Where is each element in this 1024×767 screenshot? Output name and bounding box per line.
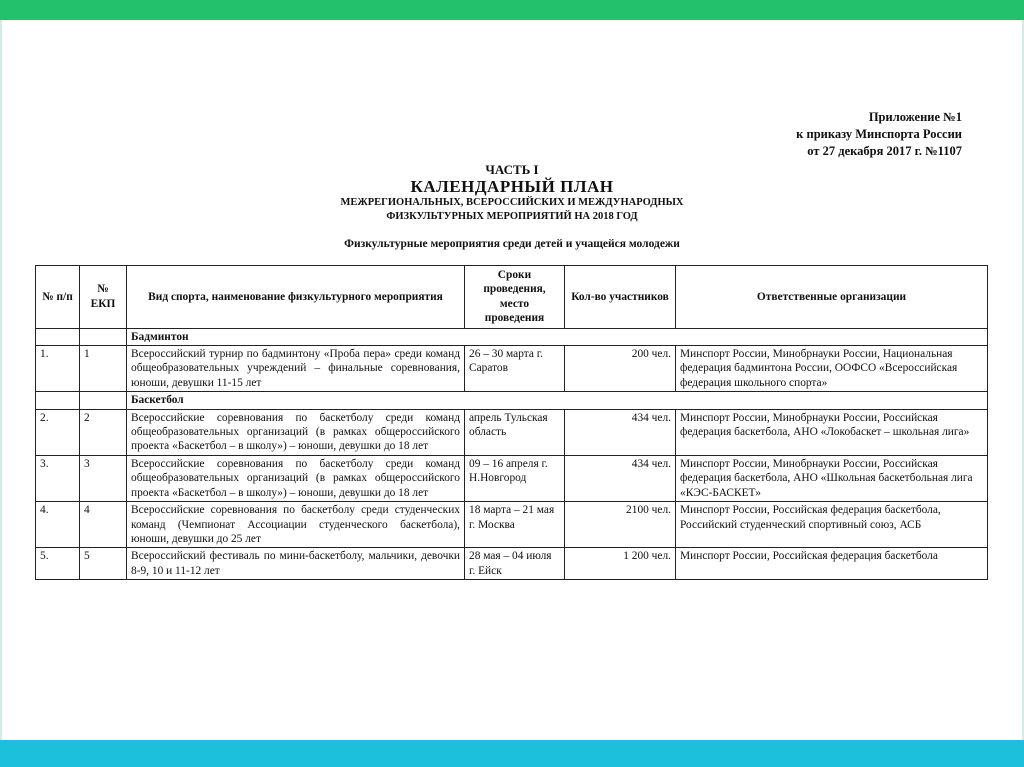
empty-cell xyxy=(36,392,80,409)
sport-section-row xyxy=(36,392,988,409)
top-accent-bar xyxy=(0,0,1024,20)
table-header-row xyxy=(36,266,988,329)
cell-ekp: 1 xyxy=(80,346,127,392)
cell-orgs: Минспорт России, Российская федерация баскетбола, Российский студенческий спортивный союз, АСБ xyxy=(676,502,988,548)
cell-num: 1. xyxy=(36,346,80,392)
cell-ekp: 5 xyxy=(80,548,127,580)
table-row xyxy=(36,409,988,455)
cell-orgs: Минспорт России, Минобрнауки России, Российская федерация баскетбола, АНО «Школьная баскетбольная лига «КЭС-БАСКЕТ» xyxy=(676,455,988,501)
cell-dates: 18 марта – 21 мая г. Москва xyxy=(465,502,565,548)
sport-name: Бадминтон xyxy=(127,328,988,345)
sport-section-row xyxy=(36,328,988,345)
header-dates: Сроки проведения, место проведения xyxy=(465,266,565,329)
cell-ekp: 4 xyxy=(80,502,127,548)
cell-dates: 09 – 16 апреля г. Н.Новгород xyxy=(465,455,565,501)
appendix-line-3: от 27 декабря 2017 г. №1107 xyxy=(807,144,962,158)
header-num: № п/п xyxy=(36,266,80,329)
empty-cell xyxy=(80,328,127,345)
frame-left-edge xyxy=(0,20,2,740)
plan-subtitle xyxy=(0,196,1024,224)
table-row xyxy=(36,502,988,548)
header-sport: Вид спорта, наименование физкультурного мероприятия xyxy=(127,266,465,329)
cell-count: 434 чел. xyxy=(565,409,676,455)
header-ekp: № ЕКП xyxy=(80,266,127,329)
table-row xyxy=(36,346,988,392)
cell-num: 3. xyxy=(36,455,80,501)
table-body xyxy=(36,328,988,580)
bottom-accent-bar xyxy=(0,740,1024,767)
cell-orgs: Минспорт России, Минобрнауки России, Национальная федерация бадминтона России, ООФСО «Всероссийская федерация школьного спорта» xyxy=(676,346,988,392)
appendix-line-2: к приказу Минспорта России xyxy=(796,127,962,141)
appendix-block xyxy=(796,109,962,160)
cell-event: Всероссийские соревнования по баскетболу среди команд общеобразовательных организаций (в рамках общероссийского проекта «Баскетбол – в школу») – юноши, девушки до 18 лет xyxy=(127,455,465,501)
cell-count: 200 чел. xyxy=(565,346,676,392)
cell-event: Всероссийские соревнования по баскетболу среди команд общеобразовательных организаций (в рамках общероссийского проекта «Баскетбол – в школу») – юноши, девушки до 18 лет xyxy=(127,409,465,455)
cell-orgs: Минспорт России, Минобрнауки России, Российская федерация баскетбола, АНО «Локобаскет – школьная лига» xyxy=(676,409,988,455)
cell-ekp: 2 xyxy=(80,409,127,455)
sport-name: Баскетбол xyxy=(127,392,988,409)
cell-num: 5. xyxy=(36,548,80,580)
header-orgs: Ответственные организации xyxy=(676,266,988,329)
plan-subtitle-line-1: МЕЖРЕГИОНАЛЬНЫХ, ВСЕРОССИЙСКИХ И МЕЖДУНАРОДНЫХ xyxy=(340,197,684,208)
cell-event: Всероссийский фестиваль по мини-баскетболу, мальчики, девочки 8-9, 10 и 11-12 лет xyxy=(127,548,465,580)
appendix-line-1: Приложение №1 xyxy=(868,110,962,124)
cell-dates: 28 мая – 04 июля г. Ейск xyxy=(465,548,565,580)
empty-cell xyxy=(80,392,127,409)
cell-count: 1 200 чел. xyxy=(565,548,676,580)
cell-num: 2. xyxy=(36,409,80,455)
plan-subtitle-line-2: ФИЗКУЛЬТУРНЫХ МЕРОПРИЯТИЙ НА 2018 ГОД xyxy=(386,211,638,222)
header-count: Кол-во участников xyxy=(565,266,676,329)
cell-ekp: 3 xyxy=(80,455,127,501)
empty-cell xyxy=(36,328,80,345)
table-row xyxy=(36,455,988,501)
section-title: Физкультурные мероприятия среди детей и учащейся молодежи xyxy=(344,238,680,250)
cell-dates: апрель Тульская область xyxy=(465,409,565,455)
cell-event: Всероссийский турнир по бадминтону «Проба пера» среди команд общеобразовательных учреждений – финальные соревнования, юноши, девушки 11-15 лет xyxy=(127,346,465,392)
plan-title: КАЛЕНДАРНЫЙ ПЛАН xyxy=(410,177,614,196)
cell-count: 2100 чел. xyxy=(565,502,676,548)
part-label: ЧАСТЬ I xyxy=(485,162,539,177)
calendar-plan-table xyxy=(35,265,988,580)
cell-dates: 26 – 30 марта г. Саратов xyxy=(465,346,565,392)
cell-orgs: Минспорт России, Российская федерация баскетбола xyxy=(676,548,988,580)
cell-count: 434 чел. xyxy=(565,455,676,501)
table-row xyxy=(36,548,988,580)
cell-event: Всероссийские соревнования по баскетболу среди студенческих команд (Чемпионат Ассоциации студенческого баскетбола), юноши, девушки до 25 лет xyxy=(127,502,465,548)
cell-num: 4. xyxy=(36,502,80,548)
